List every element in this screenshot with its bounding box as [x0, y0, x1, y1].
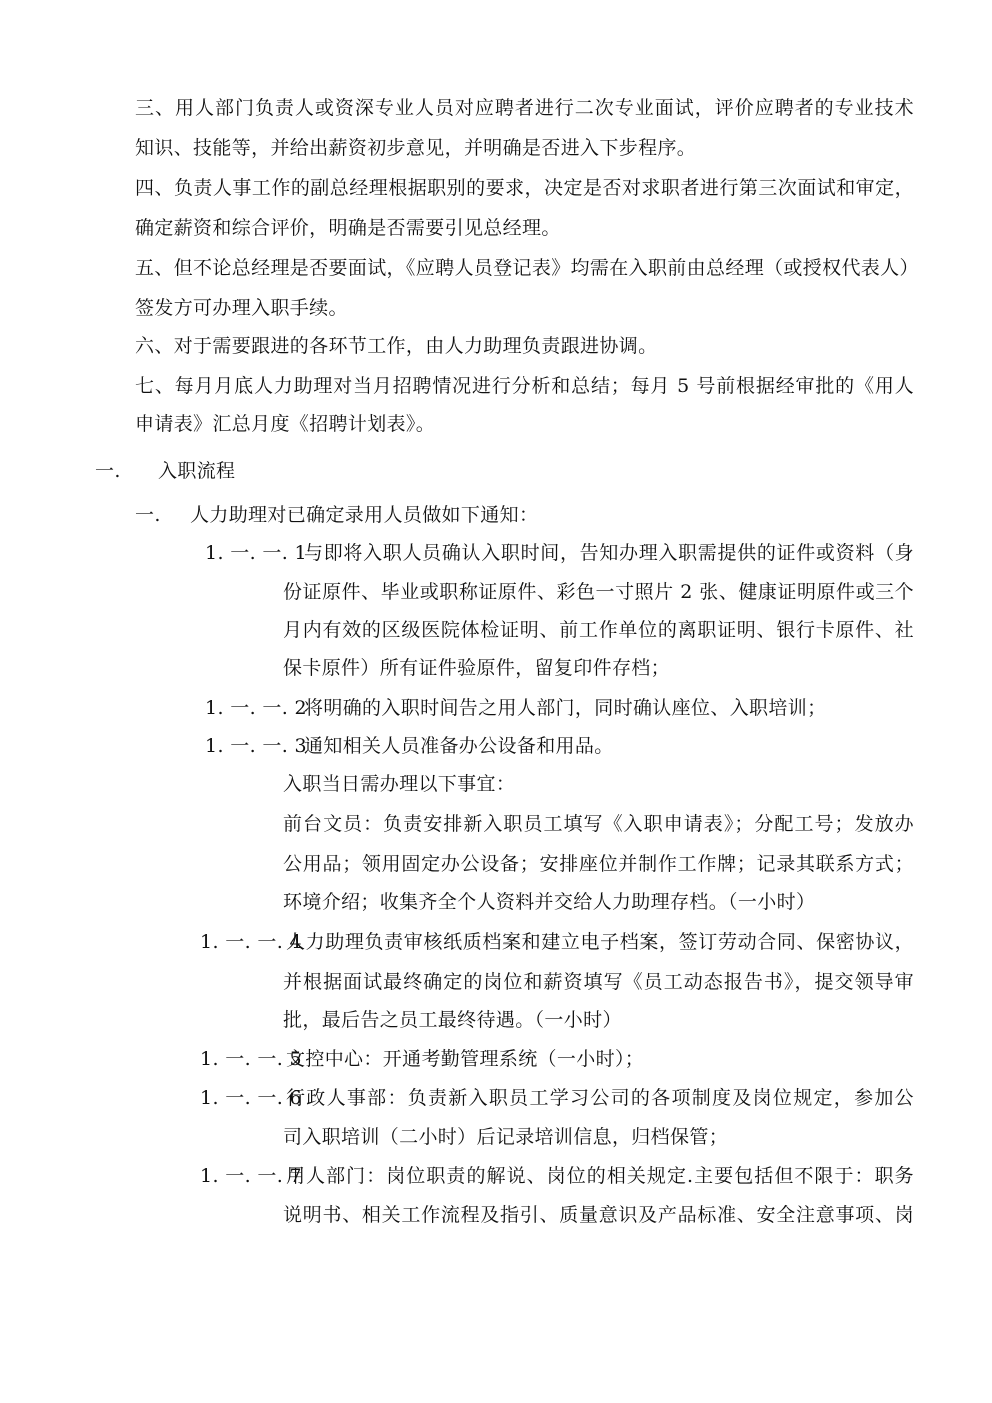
section-title: 入职流程 — [158, 460, 236, 482]
subsection-text: 人力助理对已确定录用人员做如下通知： — [190, 504, 539, 526]
onboarding-day-line-2: 公用品；领用固定办公设备；安排座位并制作工作牌；记录其联系方式； — [283, 853, 914, 875]
paragraph-7-line-2: 申请表》汇总月度《招聘计划表》。 — [135, 413, 436, 435]
item-2-number: 1. 一. 一. 2 — [205, 697, 307, 719]
section-number: 一. — [95, 460, 121, 482]
paragraph-7-line-1: 七、每月月底人力助理对当月招聘情况进行分析和总结；每月 5 号前根据经审批的《用人 — [135, 375, 914, 397]
paragraph-5-line-1: 五、但不论总经理是否要面试，《应聘人员登记表》均需在入职前由总经理（或授权代表人） — [135, 257, 919, 279]
item-6-number: 1. 一. 一. 6 — [200, 1087, 302, 1109]
item-7-line-2: 说明书、相关工作流程及指引、质量意识及产品标准、安全注意事项、岗 — [283, 1204, 914, 1226]
item-2-line-1: 将明确的入职时间告之用人部门，同时确认座位、入职培训； — [304, 697, 827, 719]
paragraph-4-line-1: 四、负责人事工作的副总经理根据职别的要求，决定是否对求职者进行第三次面试和审定， — [135, 177, 914, 199]
onboarding-day-line-3: 环境介绍；收集齐全个人资料并交给人力助理存档。（一小时） — [283, 891, 816, 913]
item-7-number: 1. 一. 一. 7 — [200, 1165, 302, 1187]
item-4-line-2: 并根据面试最终确定的岗位和薪资填写《员工动态报告书》，提交领导审 — [283, 971, 914, 993]
paragraph-4-line-2: 确定薪资和综合评价，明确是否需要引见总经理。 — [135, 217, 561, 239]
item-3-number: 1. 一. 一. 3 — [205, 735, 307, 757]
paragraph-6-line-1: 六、对于需要跟进的各环节工作，由人力助理负责跟进协调。 — [135, 335, 658, 357]
item-1-line-4: 保卡原件）所有证件验原件，留复印件存档； — [283, 657, 671, 679]
subsection-number: 一. — [135, 504, 161, 526]
item-1-line-3: 月内有效的区级医院体检证明、前工作单位的离职证明、银行卡原件、社 — [283, 619, 914, 641]
item-4-number: 1. 一. 一. 4 — [200, 931, 302, 953]
paragraph-3-line-1: 三、用人部门负责人或资深专业人员对应聘者进行二次专业面试，评价应聘者的专业技术 — [135, 97, 914, 119]
item-1-number: 1. 一. 一. 1 — [205, 542, 307, 564]
item-4-line-3: 批，最后告之员工最终待遇。（一小时） — [283, 1009, 622, 1031]
item-1-line-1: 与即将入职人员确认入职时间，告知办理入职需提供的证件或资料（身 — [304, 542, 914, 564]
item-7-line-1: 用人部门：岗位职责的解说、岗位的相关规定.主要包括但不限于：职务 — [286, 1165, 914, 1187]
onboarding-day-line-1: 前台文员：负责安排新入职员工填写《入职申请表》；分配工号；发放办 — [283, 813, 914, 835]
item-6-line-2: 司入职培训（二小时）后记录培训信息，归档保管； — [283, 1126, 729, 1148]
paragraph-3-line-2: 知识、技能等，并给出薪资初步意见，并明确是否进入下步程序。 — [135, 137, 697, 159]
item-5-number: 1. 一. 一. 5 — [200, 1048, 302, 1070]
paragraph-5-line-2: 签发方可办理入职手续。 — [135, 297, 348, 319]
item-4-line-1: 人力助理负责审核纸质档案和建立电子档案，签订劳动合同、保密协议， — [286, 931, 914, 953]
item-1-line-2: 份证原件、毕业或职称证原件、彩色一寸照片 2 张、健康证明原件或三个 — [283, 581, 914, 603]
item-6-line-1: 行政人事部：负责新入职员工学习公司的各项制度及岗位规定，参加公 — [286, 1087, 914, 1109]
item-5-line-1: 文控中心：开通考勤管理系统（一小时）； — [286, 1048, 645, 1070]
item-3-line-1: 通知相关人员准备办公设备和用品。 — [304, 735, 614, 757]
onboarding-day-heading: 入职当日需办理以下事宜： — [283, 773, 516, 795]
